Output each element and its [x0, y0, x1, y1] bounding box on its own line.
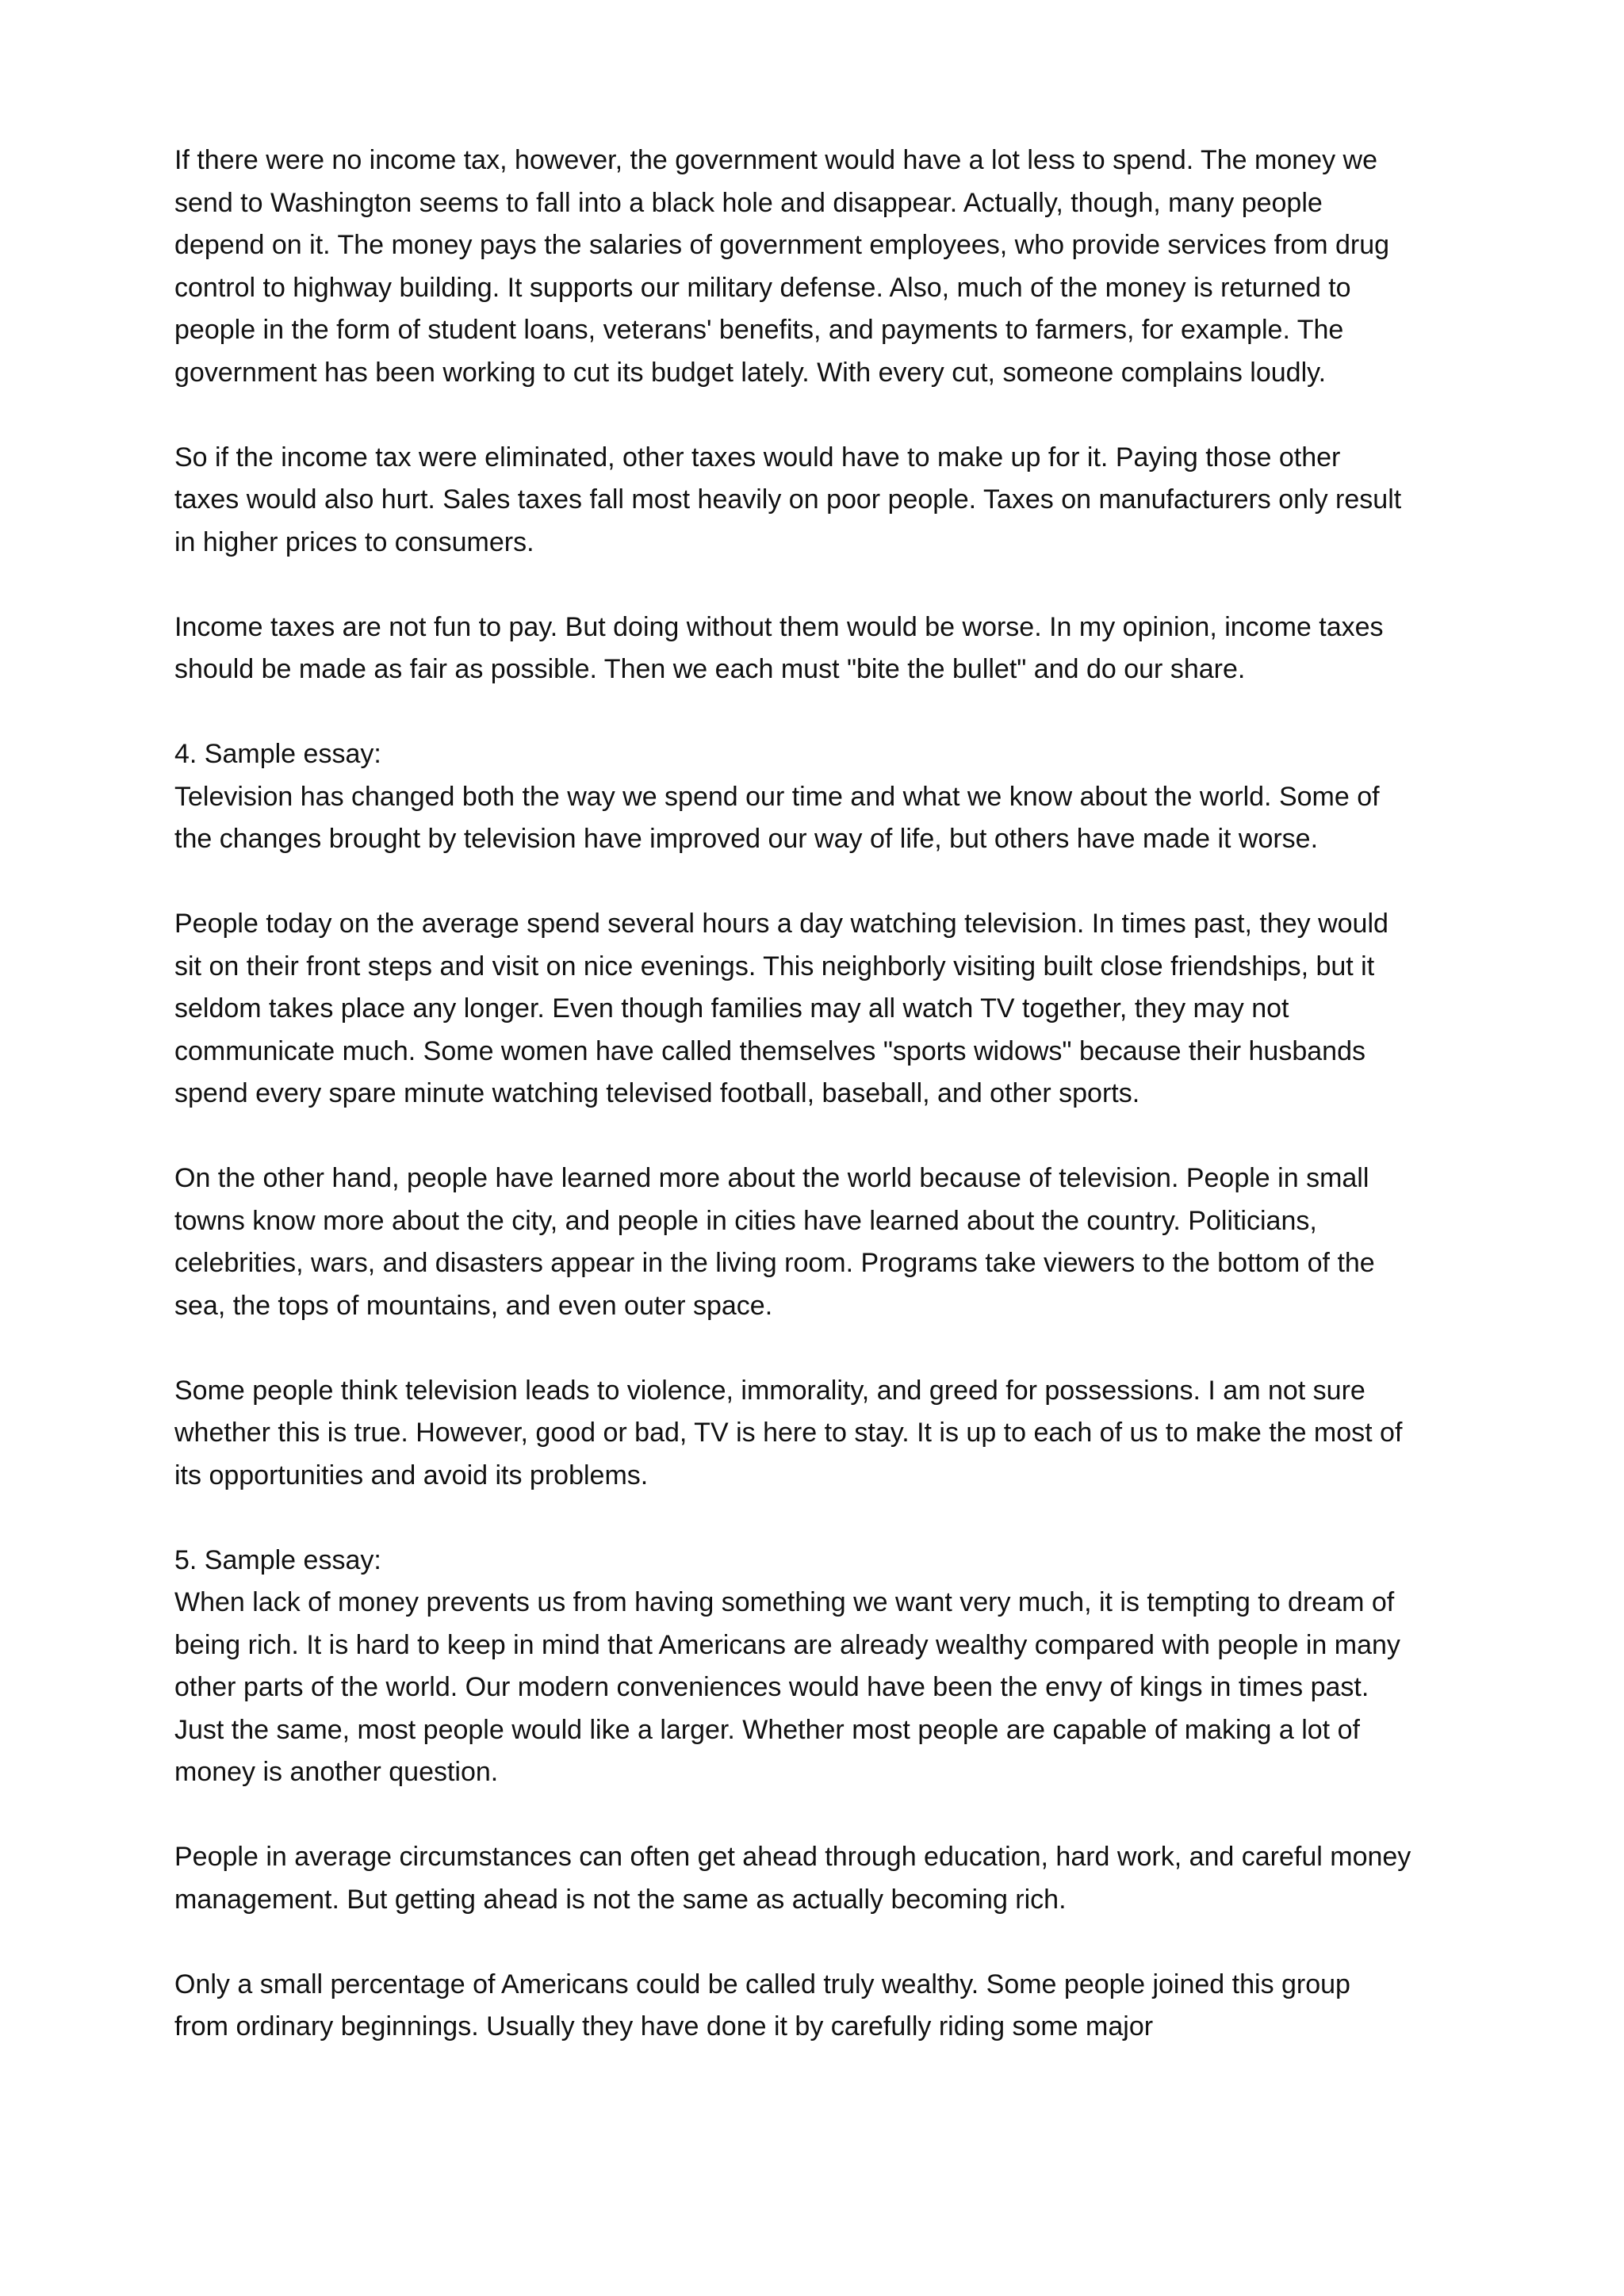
heading-sample-essay-5: 5. Sample essay: — [174, 1544, 381, 1575]
paragraph-television-conclusion: Some people think television leads to violence, immorality, and greed for possessions. I am not sure whether this is true. However, good or bad, TV is here to stay. It is up to each of us to make the most of its opportunities and avoid its problems. — [174, 1375, 1403, 1490]
paragraph-getting-ahead: People in average circumstances can often get ahead through education, hard work, and careful money management. But getting ahead is not the same as actually becoming rich. — [174, 1842, 1411, 1915]
paragraph-television-intro: Television has changed both the way we spend our time and what we know about the world. Some of the changes brought by television have improved our way of life, but others have made it worse. — [174, 781, 1380, 854]
paragraph-television-learning: On the other hand, people have learned more about the world because of television. People in small towns know more about the city, and people in cities have learned about the country. Politicians, celebrities, wars, and disasters appear in the living room. Programs take viewers to the bottom of the sea, the tops of mountains, and even outer space. — [174, 1163, 1375, 1321]
paragraph-truly-wealthy: Only a small percentage of Americans could be called truly wealthy. Some people joined this group from ordinary beginnings. Usually they have done it by carefully riding some major — [174, 1969, 1350, 2042]
paragraph-income-tax-conclusion: Income taxes are not fun to pay. But doing without them would be worse. In my opinion, income taxes should be made as fair as possible. Then we each must "bite the bullet" and do our share. — [174, 611, 1384, 684]
paragraph-income-tax-spending: If there were no income tax, however, the government would have a lot less to spend. The money we send to Washington seems to fall into a black hole and disappear. Actually, though, many people depend on it. The money pays the salaries of government employees, who provide services from drug control to highway building. It supports our military defense. Also, much of the money is returned to people in the form of student loans, veterans' benefits, and payments to farmers, for example. The government has been working to cut its budget lately. With every cut, someone complains loudly. — [174, 145, 1390, 388]
paragraph-television-time: People today on the average spend several hours a day watching television. In times past, they would sit on their front steps and visit on nice evenings. This neighborly visiting built close friendships, but it seldom takes place any longer. Even though families may all watch TV together, they may not communicate much. Some women have called themselves "sports widows" because their husbands spend every spare minute watching televised football, baseball, and other sports. — [174, 909, 1388, 1108]
essay-text-column — [174, 140, 1411, 2049]
heading-sample-essay-4: 4. Sample essay: — [174, 739, 381, 769]
paragraph-other-taxes: So if the income tax were eliminated, other taxes would have to make up for it. Paying those other taxes would also hurt. Sales taxes fall most heavily on poor people. Taxes on manufacturers only result in higher prices to consumers. — [174, 442, 1402, 557]
paragraph-wealth-intro: When lack of money prevents us from having something we want very much, it is tempting to dream of being rich. It is hard to keep in mind that Americans are already wealthy compared with people in many other parts of the world. Our modern conveniences would have been the envy of kings in times past. Just the same, most people would like a larger. Whether most people are capable of making a lot of money is another question. — [174, 1587, 1400, 1787]
